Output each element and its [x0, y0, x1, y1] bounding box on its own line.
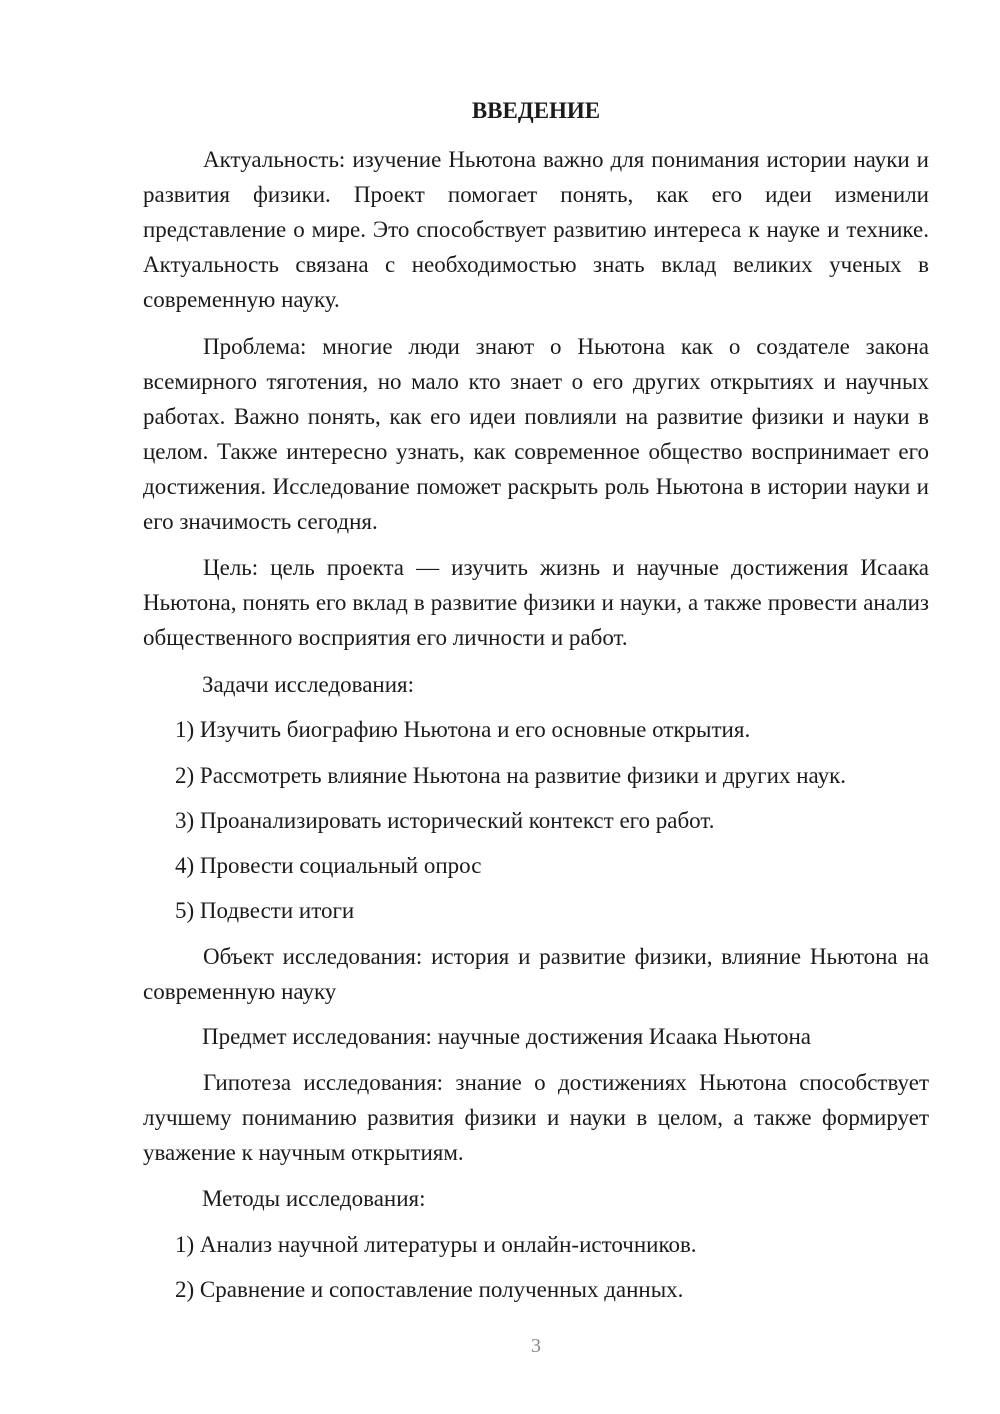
object-paragraph: Объект исследования: история и развитие физики, влияние Ньютона на современную науку: [143, 944, 929, 1004]
task-item-1: 1) Изучить биографию Ньютона и его основные открытия.: [175, 717, 751, 742]
relevance-paragraph: Актуальность: изучение Ньютона важно для понимания истории науки и развития физики. Проект помогает понять, как его идеи изменили представление о мире. Это способствует развитию интереса к науке и технике. Актуальность связана с необходимостью знать вклад великих ученых в современную науку.: [143, 147, 929, 312]
goal-paragraph: Цель: цель проекта — изучить жизнь и научные достижения Исаака Ньютона, понять его вклад в развитие физики и науки, а также провести анализ общественного восприятия его личности и работ.: [143, 555, 929, 650]
task-item-3: 3) Проанализировать исторический контекст его работ.: [175, 808, 715, 833]
method-item-1: 1) Анализ научной литературы и онлайн-источников.: [175, 1232, 697, 1257]
problem-paragraph: Проблема: многие люди знают о Ньютона как о создателе закона всемирного тяготения, но мало кто знает о его других открытиях и научных работах. Важно понять, как его идеи повлияли на развитие физики и науки в целом. Также интересно узнать, как современное общество воспринимает его достижения. Исследование поможет раскрыть роль Ньютона в истории науки и его значимость сегодня.: [143, 334, 929, 534]
hypothesis-paragraph: Гипотеза исследования: знание о достижениях Ньютона способствует лучшему пониманию развития физики и науки в целом, а также формирует уважение к научным открытиям.: [143, 1070, 929, 1165]
task-item-4: 4) Провести социальный опрос: [175, 853, 482, 878]
subject-paragraph: Предмет исследования: научные достижения Исаака Ньютона: [202, 1024, 811, 1049]
tasks-heading: Задачи исследования:: [202, 672, 415, 697]
methods-heading: Методы исследования:: [202, 1186, 426, 1211]
method-item-2: 2) Сравнение и сопоставление полученных данных.: [175, 1277, 684, 1302]
task-item-2: 2) Рассмотреть влияние Ньютона на развитие физики и других наук.: [175, 763, 847, 788]
task-item-5: 5) Подвести итоги: [175, 898, 355, 923]
page-number: 3: [531, 1335, 541, 1357]
page-title: ВВЕДЕНИЕ: [471, 98, 601, 123]
